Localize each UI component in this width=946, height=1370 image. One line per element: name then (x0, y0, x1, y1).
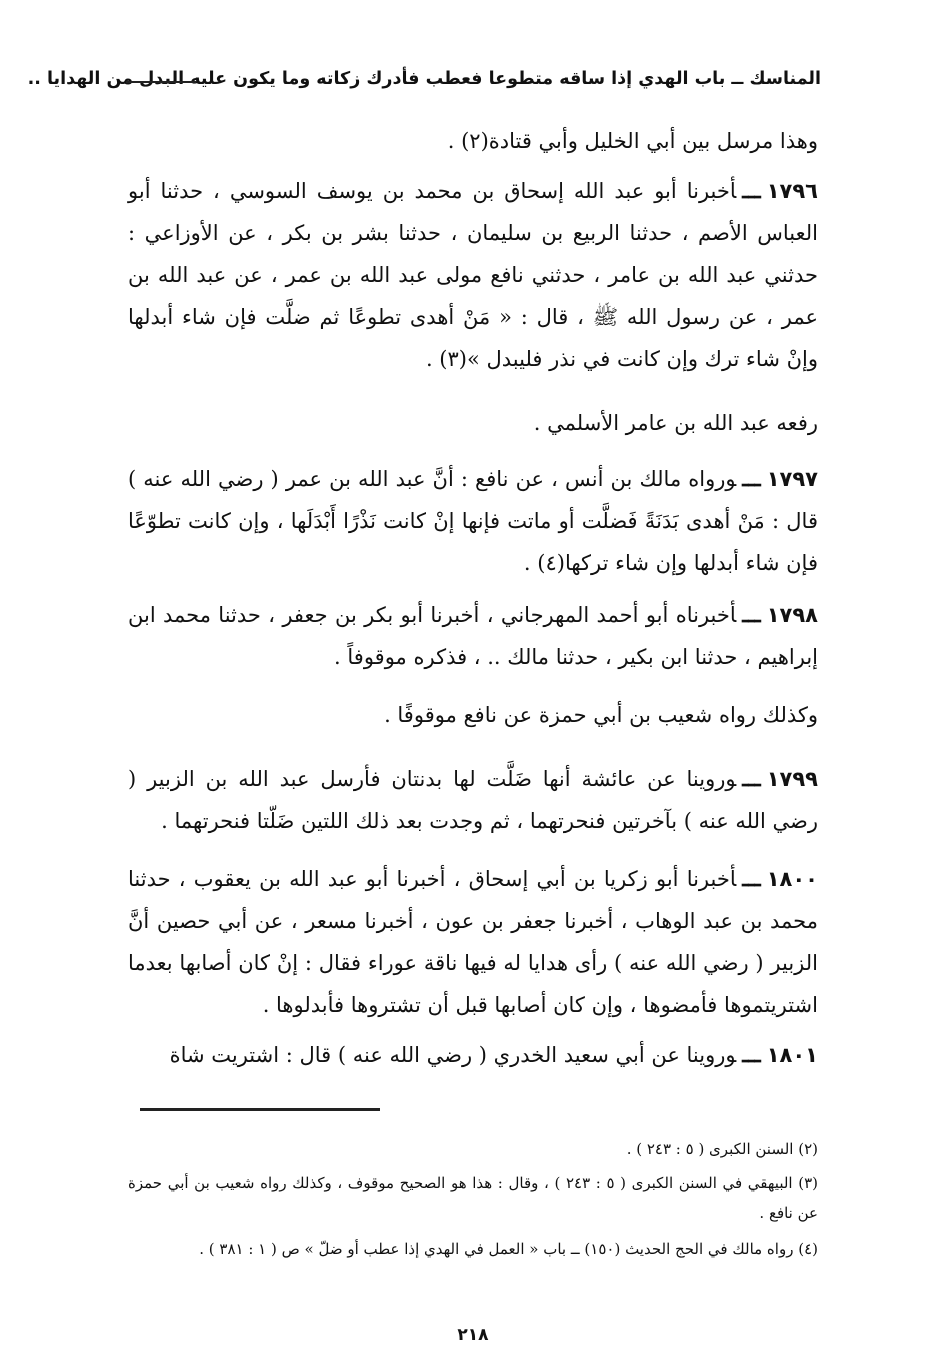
hadith-text: ورواه مالك بن أنس ، عن نافع : أنَّ عبد الله بن عمر ( رضي الله عنه ) قال : مَنْ أهدى بَدَنَةً فَضلَّت أو ماتت فإنها إنْ كانت نَذْرًا أَبْدَلَها ، وإن كانت تطوّعًا فإن شاء أبدلها وإن شاء تركها(٤) . (128, 467, 818, 575)
hadith-text: وروينا عن أبي سعيد الخدري ( رضي الله عنه ) قال : اشتريت شاة (169, 1043, 737, 1067)
hadith-1800 (128, 858, 818, 1026)
hadith-1797 (128, 458, 818, 584)
hadith-1799 (128, 758, 818, 842)
dash: ـــ (742, 1042, 761, 1067)
hadith-1798 (128, 594, 818, 678)
footnote: (٢) السنن الكبرى ( ٥ : ٢٤٣ ) . (626, 1140, 818, 1158)
dash: ـــ (742, 466, 761, 491)
dash: ـــ (742, 602, 761, 627)
hadith-number: ١٨٠١ (766, 1043, 818, 1067)
page-number: ٢١٨ (457, 1325, 489, 1345)
hadith-text: وروينا عن عائشة أنها ضَلَّت لها بدنتان فأرسل عبد الله بن الزبير ( رضي الله عنه ) بآخرتين فنحرتهما ، ثم وجدت بعد ذلك اللتين ضَلّتا فنحرتهما . (128, 767, 818, 833)
hadith-number: ١٧٩٨ (766, 603, 818, 627)
hadith-1796 (128, 170, 818, 380)
dash: ـــ (742, 766, 761, 791)
footnote: (٣) البيهقي في السنن الكبرى ( ٥ : ٢٤٣ ) ، وقال : هذا هو الصحيح موقوف ، وكذلك رواه شعيب بن أبي حمزة عن نافع . (128, 1174, 818, 1222)
hadith-1801 (128, 1034, 818, 1076)
hadith-number: ١٧٩٦ (766, 179, 818, 203)
hadith-number: ١٧٩٧ (766, 467, 818, 491)
hadith-number: ١٧٩٩ (766, 767, 818, 791)
hadith-number: ١٨٠٠ (766, 867, 818, 891)
footnote: (٤) رواه مالك في الحج الحديث (١٥٠) ــ باب « العمل في الهدي إذا عطب أو ضلّ » ص ( ١ : ٣٨١ ) . (199, 1240, 818, 1258)
hadith-text: أخبرناه أبو أحمد المهرجاني ، أخبرنا أبو بكر بن جعفر ، حدثنا محمد ابن إبراهيم ، حدثنا ابن بكير ، حدثنا مالك .. ، فذكره موقوفاً . (128, 603, 818, 669)
paragraph-note (128, 402, 818, 444)
paragraph-note (128, 694, 818, 736)
footnote-rule (140, 1108, 380, 1111)
hadith-text: أخبرنا أبو زكريا بن أبي إسحاق ، أخبرنا أبو عبد الله بن يعقوب ، حدثنا محمد بن عبد الوهاب ، أخبرنا جعفر بن عون ، أخبرنا مسعر ، عن أبي حصين أنَّ الزبير ( رضي الله عنه ) رأى هدايا له فيها ناقة عوراء فقال : إنْ كان أصابها بعدما اشتريتموها فأمضوها ، وإن كان أصابها قبل أن تشتروها فأبدلوها . (128, 867, 818, 1017)
paragraph-text: وكذلك رواه شعيب بن أبي حمزة عن نافع موقوفًا . (384, 703, 818, 727)
hadith-text: أخبرنا أبو عبد الله إسحاق بن محمد بن يوسف السوسي ، حدثنا أبو العباس الأصم ، حدثنا الربيع بن سليمان ، حدثنا بشر بن بكر ، عن الأوزاعي : حدثني عبد الله بن عامر ، حدثني نافع مولى عبد الله بن عمر ، عن عبد الله بن عمر ، عن رسول الله ﷺ ، قال : « مَنْ أهدى تطوعًا ثم ضلَّت فإن شاء أبدلها وإنْ شاء ترك وإن كانت في نذر فليبدل »(٣) . (128, 179, 818, 371)
paragraph-text: وهذا مرسل بين أبي الخليل وأبي قتادة(٢) . (447, 129, 818, 153)
dash: ـــ (742, 178, 761, 203)
running-header: المناسك ــ باب الهدي إذا ساقه متطوعا فعطب فأدرك زكاته وما يكون عليه البدل من الهدايا .. (27, 69, 821, 89)
dash: ـــ (742, 866, 761, 891)
paragraph-text: رفعه عبد الله بن عامر الأسلمي . (533, 411, 818, 435)
paragraph-note (128, 120, 818, 162)
header-rule (126, 81, 196, 83)
